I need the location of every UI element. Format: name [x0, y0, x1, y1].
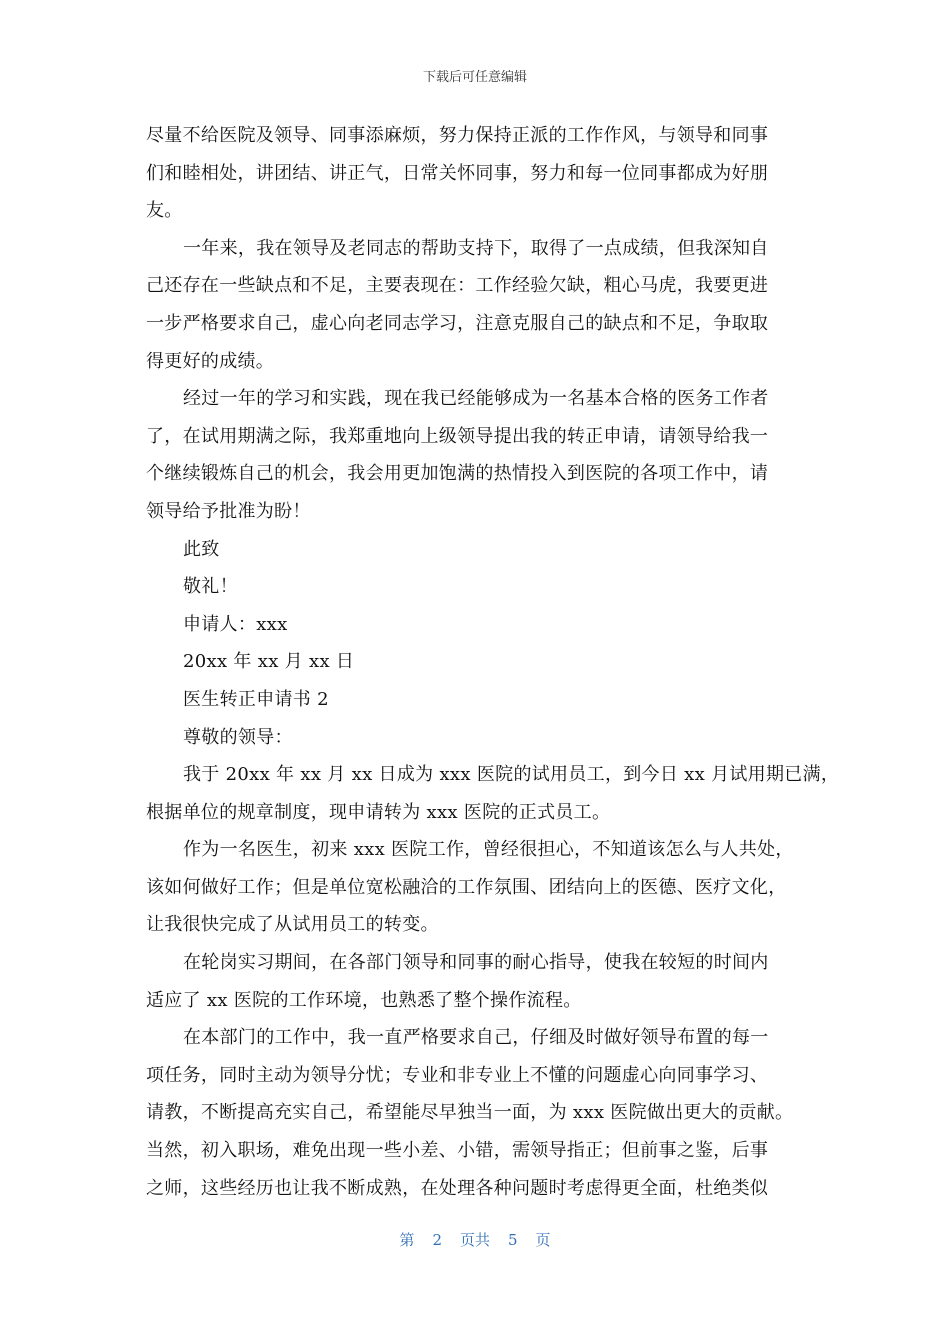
text-line: 友。 — [146, 200, 183, 222]
text-line: 经过一年的学习和实践，现在我已经能够成为一名基本合格的医务工作者 — [183, 388, 769, 410]
text-line: 申请人：xxx — [183, 613, 288, 635]
text-line: 敬礼！ — [183, 576, 238, 598]
text-line: 一年来，我在领导及老同志的帮助支持下，取得了一点成绩，但我深知自 — [183, 237, 769, 259]
text-line: 医生转正申请书 2 — [183, 688, 329, 710]
text-line: 尊敬的领导： — [183, 726, 293, 748]
text-line: 适应了 xx 医院的工作环境，也熟悉了整个操作流程。 — [146, 989, 582, 1011]
text-line: 项任务，同时主动为领导分忧；专业和非专业上不懂的问题虚心向同事学习、 — [146, 1064, 769, 1086]
text-line: 得更好的成绩。 — [146, 350, 275, 372]
text-line: 20xx 年 xx 月 xx 日 — [183, 651, 355, 673]
page-header: 下载后可任意编辑 — [422, 70, 527, 85]
page-number-part: 5 — [508, 1231, 518, 1249]
text-line: 了，在试用期满之际，我郑重地向上级领导提出我的转正申请，请领导给我一 — [146, 425, 769, 447]
text-line: 根据单位的规章制度，现申请转为 xxx 医院的正式员工。 — [146, 801, 611, 823]
text-line: 之师，这些经历也让我不断成熟，在处理各种问题时考虑得更全面，杜绝类似 — [146, 1177, 769, 1199]
text-line: 己还存在一些缺点和不足，主要表现在：工作经验欠缺，粗心马虎，我要更进 — [146, 275, 769, 297]
text-line: 当然，初入职场，难免出现一些小差、小错，需领导指正；但前事之鉴，后事 — [146, 1140, 769, 1162]
text-line: 作为一名医生，初来 xxx 医院工作，曾经很担心，不知道该怎么与人共处， — [183, 839, 794, 861]
page-number-part: 第 — [399, 1231, 415, 1249]
text-line: 在本部门的工作中，我一直严格要求自己，仔细及时做好领导布置的每一 — [183, 1027, 769, 1049]
text-line: 个继续锻炼自己的机会，我会用更加饱满的热情投入到医院的各项工作中，请 — [146, 463, 769, 485]
text-line: 该如何做好工作；但是单位宽松融洽的工作氛围、团结向上的医德、医疗文化， — [146, 876, 787, 898]
text-line: 此致 — [183, 538, 220, 560]
text-line: 一步严格要求自己，虚心向老同志学习，注意克服自己的缺点和不足，争取取 — [146, 312, 769, 334]
text-line: 领导给予批准为盼！ — [146, 500, 311, 522]
text-line: 尽量不给医院及领导、同事添麻烦，努力保持正派的工作作风，与领导和同事 — [146, 125, 769, 146]
page-number-part: 2 — [432, 1231, 442, 1249]
text-line: 让我很快完成了从试用员工的转变。 — [146, 914, 439, 936]
text-line: 在轮岗实习期间，在各部门领导和同事的耐心指导，使我在较短的时间内 — [183, 952, 769, 974]
page-footer — [0, 1229, 950, 1250]
page-number-part: 页共 — [459, 1231, 490, 1249]
text-line: 请教，不断提高充实自己，希望能尽早独当一面，为 xxx 医院做出更大的贡献。 — [146, 1102, 794, 1124]
text-line: 我于 20xx 年 xx 月 xx 日成为 xxx 医院的试用员工，到今日 xx 月试用期已满， — [183, 764, 840, 786]
text-line: 们和睦相处，讲团结、讲正气，日常关怀同事，努力和每一位同事都成为好朋 — [146, 162, 769, 184]
document-body — [146, 117, 840, 1207]
page-number-part: 页 — [535, 1231, 551, 1249]
